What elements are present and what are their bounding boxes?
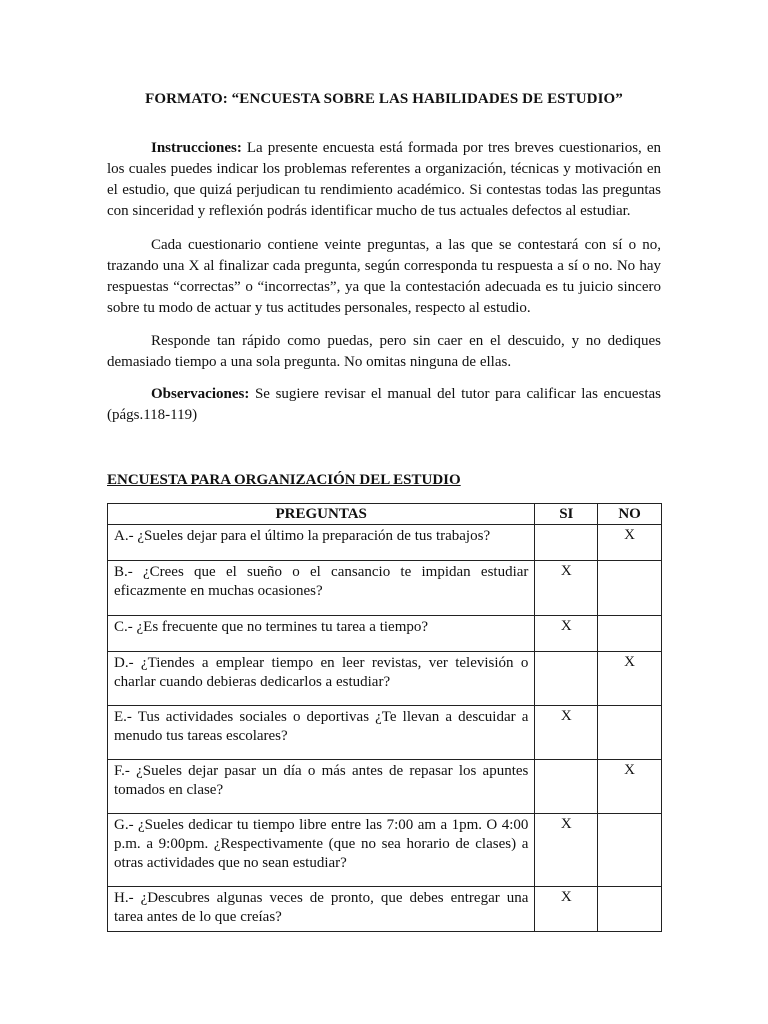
table-header-row — [108, 504, 662, 525]
observations-text: Se sugiere revisar el manual del tutor para calificar las encuestas (págs.118-119) — [107, 386, 661, 423]
no-cell — [598, 616, 662, 652]
header-preguntas: PREGUNTAS — [108, 504, 535, 525]
question-cell: H.- ¿Descubres algunas veces de pronto, que debes entregar una tarea antes de lo que creías? — [108, 887, 535, 932]
si-cell — [535, 652, 598, 706]
table-row — [108, 652, 662, 706]
no-cell — [598, 814, 662, 887]
question-cell: A.- ¿Sueles dejar para el último la preparación de tus trabajos? — [108, 525, 535, 561]
si-cell: X — [535, 814, 598, 887]
si-cell: X — [535, 561, 598, 616]
table-row — [108, 616, 662, 652]
question-cell: E.- Tus actividades sociales o deportivas ¿Te llevan a descuidar a menudo tus tareas escolares? — [108, 706, 535, 760]
document-title: FORMATO: “ENCUESTA SOBRE LAS HABILIDADES DE ESTUDIO” — [145, 91, 623, 107]
answer-method-paragraph — [107, 235, 661, 319]
no-cell — [598, 561, 662, 616]
si-cell: X — [535, 887, 598, 932]
table-row — [108, 760, 662, 814]
header-no: NO — [598, 504, 662, 525]
si-cell: X — [535, 616, 598, 652]
table-row — [108, 561, 662, 616]
table-row — [108, 706, 662, 760]
speed-paragraph — [107, 331, 661, 373]
no-cell — [598, 706, 662, 760]
question-cell: C.- ¿Es frecuente que no termines tu tarea a tiempo? — [108, 616, 535, 652]
no-cell: X — [598, 760, 662, 814]
table-row — [108, 887, 662, 932]
no-cell: X — [598, 525, 662, 561]
speed-text: Responde tan rápido como puedas, pero sin caer en el descuido, y no dediques demasiado tiempo a una sola pregunta. No omitas ninguna de ellas. — [107, 333, 661, 370]
si-cell — [535, 525, 598, 561]
question-cell: D.- ¿Tiendes a emplear tiempo en leer revistas, ver televisión o charlar cuando debieras dedicarlos a estudiar? — [108, 652, 535, 706]
survey-table — [107, 503, 662, 932]
observations-paragraph — [107, 384, 661, 426]
instructions-text: La presente encuesta está formada por tres breves cuestionarios, en los cuales puedes indicar los problemas referentes a organización, técnicas y motivación en el estudio, que quizá perjudican tu rendimiento académico. Si contestas todas las preguntas con sinceridad y reflexión podrás identificar mucho de tus actuales defectos al estudiar. — [107, 140, 661, 219]
section-heading: ENCUESTA PARA ORGANIZACIÓN DEL ESTUDIO — [107, 472, 461, 488]
no-cell — [598, 887, 662, 932]
si-cell — [535, 760, 598, 814]
table-row — [108, 525, 662, 561]
instructions-paragraph — [107, 138, 661, 222]
question-cell: B.- ¿Crees que el sueño o el cansancio te impidan estudiar eficazmente en muchas ocasiones? — [108, 561, 535, 616]
question-cell: F.- ¿Sueles dejar pasar un día o más antes de repasar los apuntes tomados en clase? — [108, 760, 535, 814]
question-cell: G.- ¿Sueles dedicar tu tiempo libre entre las 7:00 am a 1pm. O 4:00 p.m. a 9:00pm. ¿Respectivamente (que no sea horario de clases) a otras actividades que no sean estudiar? — [108, 814, 535, 887]
table-row — [108, 814, 662, 887]
no-cell: X — [598, 652, 662, 706]
instructions-label: Instrucciones: — [151, 140, 242, 156]
observations-label: Observaciones: — [151, 386, 250, 402]
header-si: SI — [535, 504, 598, 525]
si-cell: X — [535, 706, 598, 760]
answer-method-text: Cada cuestionario contiene veinte preguntas, a las que se contestará con sí o no, trazando una X al finalizar cada pregunta, según corresponda tu respuesta a sí o no. No hay respuestas “correctas” o “incorrectas”, ya que la contestación adecuada es tu juicio sincero sobre tu modo de actuar y tus actitudes personales, respecto al estudio. — [107, 237, 661, 316]
